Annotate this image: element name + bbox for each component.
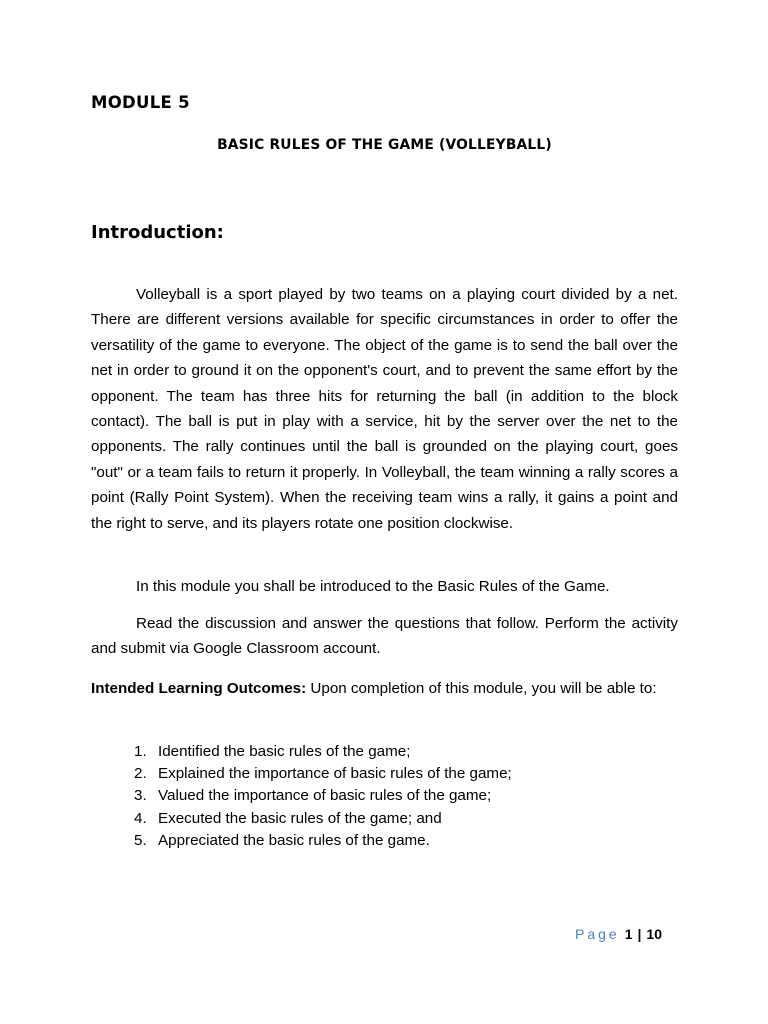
list-item [134,741,512,763]
module-title: MODULE 5 [91,93,190,112]
list-item-number: 5. [134,831,147,849]
page-total: 10 [646,926,662,942]
list-item-number: 3. [134,787,147,805]
instructions-paragraph: Read the discussion and answer the questions that follow. Perform the activity and submit via Google Classroom account. [91,615,678,658]
learning-outcomes-label: Intended Learning Outcomes: [91,680,307,697]
list-item [134,808,512,830]
list-item [134,785,512,807]
list-item-text: Executed the basic rules of the game; and [158,809,442,827]
page-footer [575,926,662,942]
learning-outcomes-paragraph [91,676,678,701]
list-item-number: 1. [134,743,147,760]
page-number: 1 [624,926,633,942]
list-item [134,763,512,785]
list-item-text: Identified the basic rules of the game; [158,743,411,760]
page-separator: | [637,926,642,942]
document-subtitle: BASIC RULES OF THE GAME (VOLLEYBALL) [217,137,552,153]
module-intro-paragraph: In this module you shall be introduced to the Basic Rules of the Game. [136,578,610,595]
introduction-heading: Introduction: [91,222,224,243]
list-item-text: Explained the importance of basic rules of the game; [158,765,512,783]
list-item-number: 4. [134,809,147,827]
learning-outcomes-list [134,741,512,852]
list-item-text: Appreciated the basic rules of the game. [158,831,430,849]
list-item [134,830,512,852]
page-label: Page [575,926,620,942]
list-item-number: 2. [134,765,147,783]
learning-outcomes-text: Upon completion of this module, you will be able to: [306,680,657,697]
intro-paragraph: Volleyball is a sport played by two teams on a playing court divided by a net. There are different versions available for specific circumstances in order to offer the versatility of the game to everyone. The object of the game is to send the ball over the net in order to ground it on the opponent's court, and to prevent the same effort by the opponent. The team has three hits for returning the ball (in addition to the block contact). The ball is put in play with a service, hit by the server over the net to the opponents. The rally continues until the ball is grounded on the playing court, goes "out" or a team fails to return it properly. In Volleyball, the team winning a rally scores a point (Rally Point System). When the receiving team wins a rally, it gains a point and the right to serve, and its players rotate one position clockwise. [91,286,678,532]
list-item-text: Valued the importance of basic rules of the game; [158,787,492,805]
